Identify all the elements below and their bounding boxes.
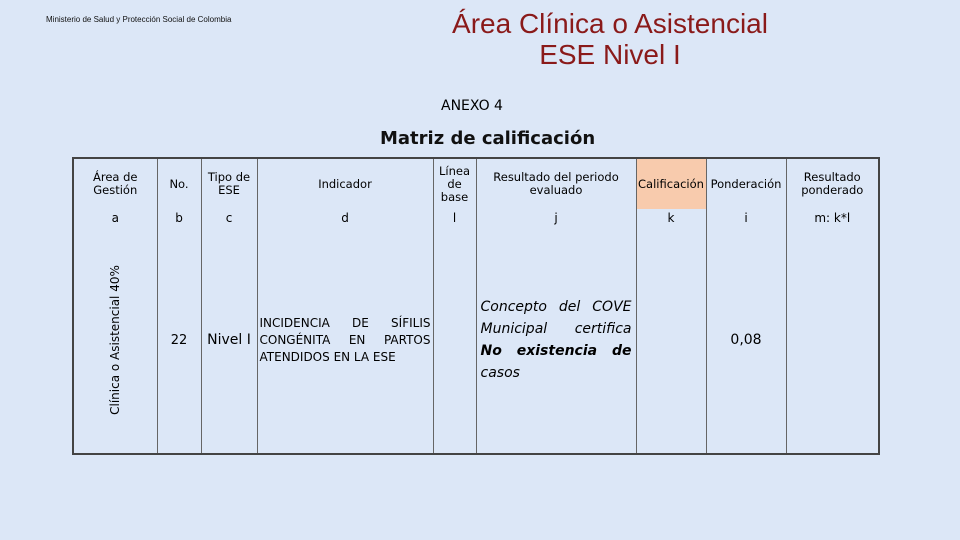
letter-m: m: k*l [786,209,879,227]
cell-calificacion [636,227,706,454]
table-letter-row [73,209,879,227]
letter-d: d [257,209,433,227]
letter-i: i [706,209,786,227]
resultado-bold-text: No existencia de [480,343,632,359]
letter-b: b [157,209,201,227]
cell-linea-base [433,227,476,454]
annex-text: ANEXO 4 [441,98,503,114]
resultado-text: Concepto del COVE Municipal certifica [480,299,632,337]
page-title-line2: ESE Nivel I [539,39,681,70]
cell-resultado-periodo [476,227,636,454]
table-row [73,227,879,454]
letter-j: j [476,209,636,227]
page-title-line1: Área Clínica o Asistencial [452,8,768,39]
resultado-tail-text: casos [480,365,520,381]
header-resultado-ponderado: Resultado ponderado [786,158,879,209]
letter-l: l [433,209,476,227]
cell-no: 22 [157,227,201,454]
cell-indicador: INCIDENCIA DE SÍFILIS CONGÉNITA EN PARTOS ATENDIDOS EN LA ESE [257,227,433,454]
header-linea-base: Línea de base [433,158,476,209]
header-calificacion: Calificación [636,158,706,209]
letter-c: c [201,209,257,227]
cell-ponderacion: 0,08 [706,227,786,454]
header-resultado-periodo: Resultado del periodo evaluado [476,158,636,209]
table-header-row [73,158,879,209]
page-title [410,8,810,70]
letter-k: k [636,209,706,227]
header-tipo: Tipo de ESE [201,158,257,209]
cell-area [73,227,157,454]
header-area: Área de Gestión [73,158,157,209]
area-vertical-label: Clínica o Asistencial 40% [108,265,123,415]
header-indicador: Indicador [257,158,433,209]
matrix-title: Matriz de calificación [380,128,596,149]
header-ponderacion: Ponderación [706,158,786,209]
header-no: No. [157,158,201,209]
cell-resultado-ponderado [786,227,879,454]
cell-tipo: Nivel I [201,227,257,454]
ministry-label: Ministerio de Salud y Protección Social de Colombia [46,15,232,24]
letter-a: a [73,209,157,227]
rating-matrix-table [72,157,880,455]
